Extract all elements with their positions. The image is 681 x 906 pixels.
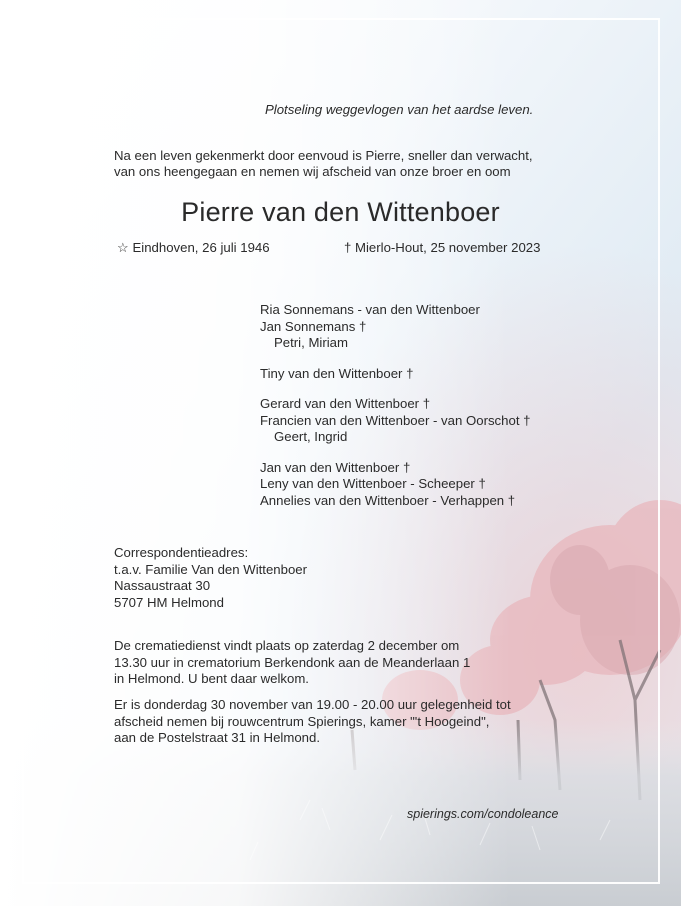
cremation-service-text: [114, 638, 470, 688]
motto: Plotseling weggevlogen van het aardse leven.: [265, 102, 534, 117]
service-line: in Helmond. U bent daar welkom.: [114, 671, 309, 686]
farewell-text: [114, 697, 511, 747]
correspondence-heading: Correspondentieadres:: [114, 545, 249, 560]
farewell-line: afscheid nemen bij rouwcentrum Spierings, kamer "'t Hoogeind",: [114, 713, 490, 729]
family-children: Geert, Ingrid: [274, 429, 348, 444]
family-member: Jan Sonnemans †: [260, 318, 367, 334]
death-info: † Mierlo-Hout, 25 november 2023: [344, 240, 541, 255]
birth-info: ☆ Eindhoven, 26 juli 1946: [117, 240, 270, 255]
address-line: t.a.v. Familie Van den Wittenboer: [114, 561, 308, 577]
address-line: Nassaustraat 30: [114, 578, 211, 593]
intro-line-2: van ons heengegaan en nemen wij afscheid van onze broer en oom: [114, 164, 511, 179]
family-member: Ria Sonnemans - van den Wittenboer: [260, 302, 480, 317]
address-line: 5707 HM Helmond: [114, 594, 224, 610]
farewell-line: Er is donderdag 30 november van 19.00 - 20.00 uur gelegenheid tot: [114, 697, 511, 712]
condolence-website-link[interactable]: spierings.com/condoleance: [407, 807, 559, 821]
family-list: [260, 302, 530, 509]
intro-line-1: Na een leven gekenmerkt door eenvoud is Pierre, sneller dan verwacht,: [114, 148, 533, 163]
family-member: Annelies van den Wittenboer - Verhappen †: [260, 492, 516, 508]
family-member: Gerard van den Wittenboer †: [260, 396, 431, 411]
family-children: Petri, Miriam: [274, 335, 348, 350]
family-member: Leny van den Wittenboer - Scheeper †: [260, 476, 486, 491]
service-line: De crematiedienst vindt plaats op zaterdag 2 december om: [114, 638, 460, 653]
family-member: Jan van den Wittenboer †: [260, 459, 411, 475]
family-member: Tiny van den Wittenboer †: [260, 365, 414, 381]
deceased-name: Pierre van den Wittenboer: [181, 197, 500, 227]
service-line: 13.30 uur in crematorium Berkendonk aan de Meanderlaan 1: [114, 654, 471, 670]
correspondence-address: [114, 545, 307, 611]
farewell-line: aan de Postelstraat 31 in Helmond.: [114, 730, 320, 745]
family-member: Francien van den Wittenboer - van Oorschot †: [260, 412, 531, 428]
